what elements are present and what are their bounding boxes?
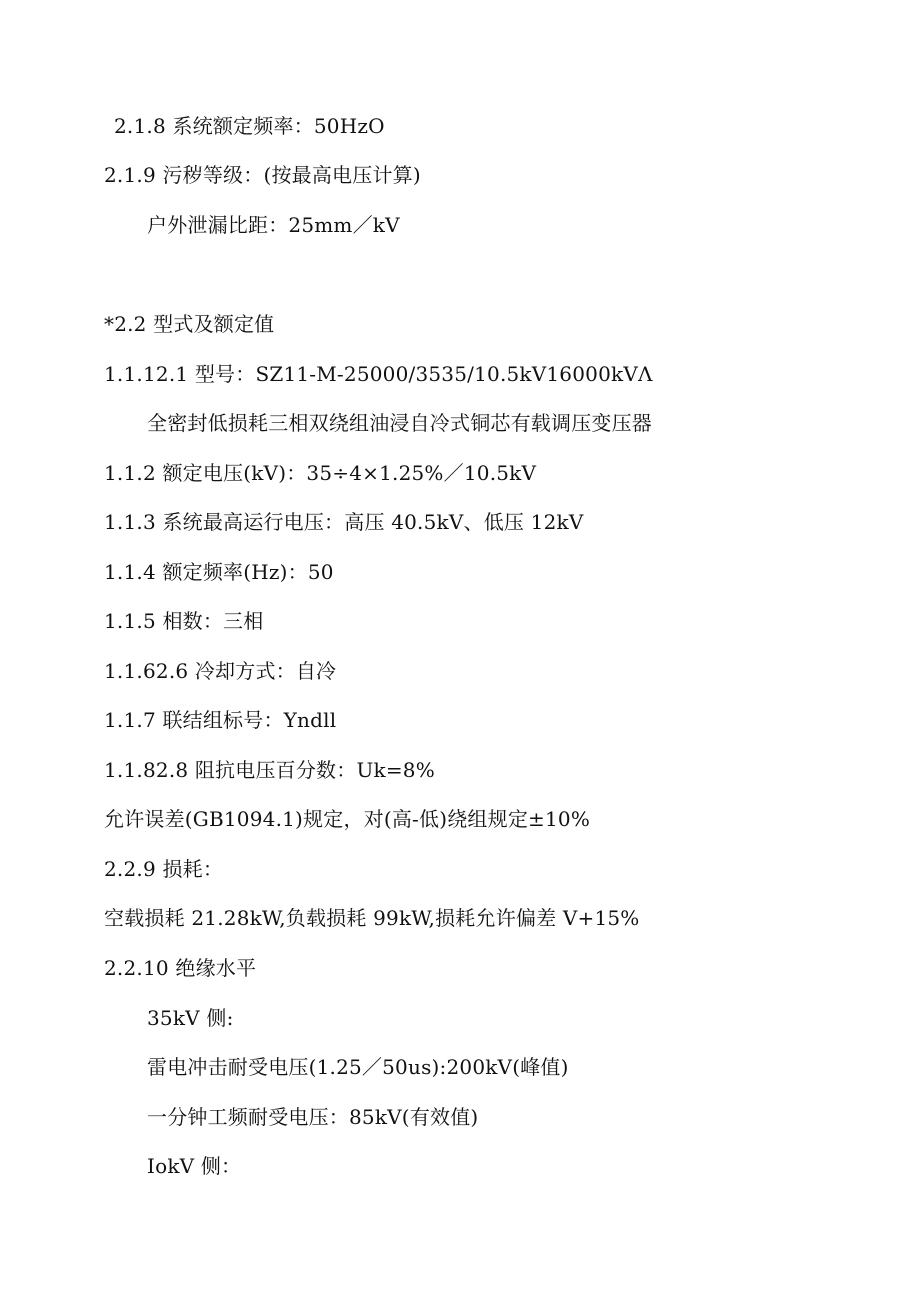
text-line: 1.1.7 联结组标号：Yndll xyxy=(104,708,337,732)
text-line: 1.1.4 额定频率(Hz)：50 xyxy=(104,560,334,584)
text-line: 雷电冲击耐受电压(1.25／50us):200kV(峰值) xyxy=(147,1055,569,1079)
text-line: 1.1.5 相数：三相 xyxy=(104,609,264,633)
section-heading: 2.2.10 绝缘水平 xyxy=(104,956,257,980)
text-line: 2.1.8 系统额定频率：50HzO xyxy=(114,114,385,138)
text-line: 2.2.9 损耗： xyxy=(104,857,224,881)
text-line: IokV 侧： xyxy=(147,1154,242,1178)
text-line: 一分钟工频耐受电压：85kV(有效值) xyxy=(147,1105,479,1129)
text-line: 允许误差(GB1094.1)规定，对(高-低)绕组规定±10% xyxy=(104,807,591,831)
text-line: 35kV 侧: xyxy=(147,1006,234,1030)
text-line: 1.1.82.8 阻抗电压百分数：Uk=8% xyxy=(104,758,435,782)
text-line: 户外泄漏比距：25mm／kV xyxy=(147,213,400,237)
text-line: 全密封低损耗三相双绕组油浸自冷式铜芯有载调压变压器 xyxy=(147,411,652,435)
text-line: 1.1.12.1 型号：SZ11-M-25000/3535/10.5kV16000kVΛ xyxy=(104,362,653,386)
section-heading: *2.2 型式及额定值 xyxy=(104,312,275,336)
text-line: 空载损耗 21.28kW,负载损耗 99kW,损耗允许偏差 V+15% xyxy=(104,906,640,930)
text-line: 2.1.9 污秽等级：(按最高电压计算) xyxy=(104,163,421,187)
text-line: 1.1.3 系统最高运行电压：高压 40.5kV、低压 12kV xyxy=(104,510,584,534)
text-line: 1.1.2 额定电压(kV)：35÷4×1.25%／10.5kV xyxy=(104,461,537,485)
text-line: 1.1.62.6 冷却方式：自冷 xyxy=(104,659,337,683)
